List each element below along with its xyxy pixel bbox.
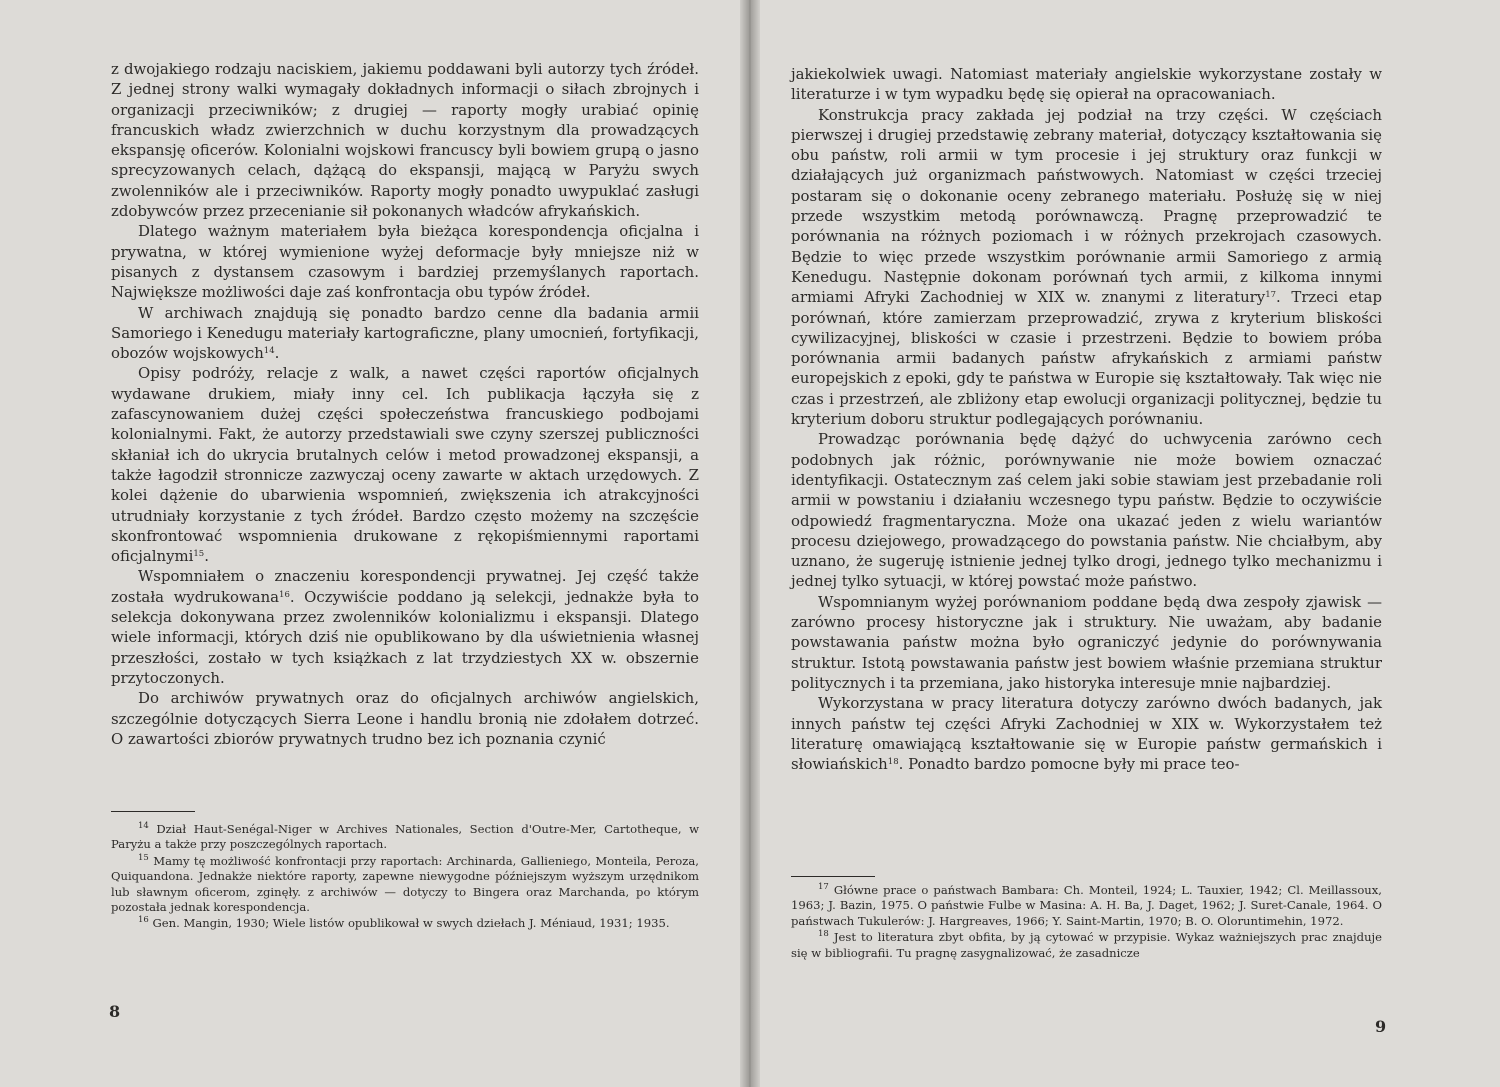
footnote-text: Główne prace o państwach Bambara: Ch. Monteil, 1924; L. Tauxier, 1942; Cl. Meillassoux, 1963; J. Bazin, 1975. O państwie Fulbe w Masina: A. H. Ba, J. Daget, 1962; J. Suret-Canale, 1964. O państwach Tukulerów: J. Hargreaves, 1966; Y. Saint-Martin, 1970; B. O. Oloruntimehin, 1972. — [791, 883, 1382, 928]
footnote — [791, 930, 1382, 961]
footnote-number: 16 — [138, 915, 149, 926]
paragraph-text: Wykorzystana w pracy literatura dotyczy zarówno dwóch badanych, jak innych państw tej części Afryki Zachodniej w XIX w. Wykorzystałem też literaturę omawiającą kształtowanie się w Europie państw germańskich i słowiańskich — [791, 694, 1382, 774]
left-footnotes — [111, 822, 699, 933]
paragraph-text: W archiwach znajdują się ponadto bardzo cenne dla badania armii Samoriego i Kenedugu materiały kartograficzne, plany umocnień, fortyfikacji, obozów wojskowych — [111, 303, 699, 363]
paragraph — [111, 303, 699, 364]
paragraph: Dlatego ważnym materiałem była bieżąca korespondencja oficjalna i prywatna, w której wymienione wyżej deformacje były mniejsze niż w pisanych z dystansem czasowym i bardziej przemyślanych raportach. Największe możliwości daje zaś konfrontacja obu typów źródeł. — [111, 222, 699, 302]
paragraph-text: Opisy podróży, relacje z walk, a nawet części raportów oficjalnych wydawane drukiem, miały inny cel. Ich publikacja łączyła się z zafascynowaniem dużej części społeczeństwa francuskiego podbojami kolonialnymi. Fakt, że autorzy przedstawiali swe czyny szerszej publiczności skłaniał ich do ukrycia brutalnych celów i metod prowadzonej ekspansji, a także łagodził stronnicze zazwyczaj oceny zawarte w aktach urzędowych. Z kolei dążenie do ubarwienia wspomnień, zwiększenia ich atrakcyjności utrudniały korzystanie z tych źródeł. Bardzo często możemy na szczęście skonfrontować wspomnienia drukowane z rękopiśmiennymi raportami oficjalnymi — [111, 364, 699, 566]
footnote-number: 18 — [818, 929, 829, 940]
paragraph: Do archiwów prywatnych oraz do oficjalnych archiwów angielskich, szczególnie dotyczących Sierra Leone i handlu bronią nie zdołałem dotrzeć. O zawartości zbiorów prywatnych trudno bez ich poznania czynić — [111, 689, 699, 748]
paragraph — [111, 363, 699, 566]
footnote — [791, 883, 1382, 929]
footnote-text: Dział Haut-Senégal-Niger w Archives Nationales, Section d'Outre-Mer, Cartotheque, w Paryżu a także przy poszczególnych raportach. — [111, 822, 699, 852]
right-body-text — [791, 64, 1382, 774]
paragraph: jakiekolwiek uwagi. Natomiast materiały angielskie wykorzystane zostały w literaturze i w tym wypadku będę się opierał na opracowaniach. — [791, 65, 1382, 104]
paragraph: Prowadząc porównania będę dążyć do uchwycenia zarówno cech podobnych jak różnic, porównywanie nie może bowiem oznaczać identyfikacji. Ostatecznym zaś celem jaki sobie stawiam jest przebadanie roli armii w powstaniu i działaniu wczesnego typu państw. Będzie to oczywiście odpowiedź fragmentaryczna. Może ona ukazać jeden z wielu wariantów procesu dziejowego, prowadzącego do powstania państw. Nie chciałbym, aby uznano, że sugeruję istnienie jednej tylko drogi, jednego tylko mechanizmu i jednej tylko sytuacji, w której powstać może państwo. — [791, 430, 1382, 591]
footnote-number: 14 — [138, 821, 149, 831]
paragraph-text: . Ponadto bardzo pomocne były mi prace teo- — [898, 755, 1240, 774]
paragraph-text: Konstrukcja pracy zakłada jej podział na trzy części. W częściach pierwszej i drugiej przedstawię zebrany materiał, dotyczący kształtowania się obu państw, roli armii w tym procesie i jej struktury oraz funkcji w działających już organizmach państwowych. Natomiast w części trzeciej postaram się o dokonanie oceny zebranego materiału. Posłużę się w niej przede wszystkim metodą porównawczą. Pragnę przeprowadzić te porównania na różnych poziomach i w różnych przekrojach czasowych. Będzie to więc przede wszystkim porównanie armii Samoriego z armią Kenedugu. Następnie dokonam porównań tych armii, z kilkoma innymi armiami Afryki Zachodniej w XIX w. znanymi z literatury — [791, 105, 1382, 307]
footnote-number: 17 — [818, 882, 829, 892]
paragraph-text: . Trzeci etap porównań, które zamierzam przeprowadzić, zrywa z kryterium bliskości cywilizacyjnej, bliskości w czasie i przestrzeni. Będzie to bowiem próba porównania armii badanych państw afrykańskich z armiami państw europejskich z epoki, gdy te państwa w Europie się kształtowały. Tak więc nie czas i przestrzeń, ale zbliżony etap ewolucji organizacji politycznej, będzie tu kryterium doboru struktur podlegających porównaniu. — [791, 288, 1382, 429]
right-footnotes — [791, 883, 1382, 962]
paragraph-text: . — [204, 547, 209, 566]
paragraph: Wspomnianym wyżej porównaniom poddane będą dwa zespoły zjawisk — zarówno procesy historyczne jak i struktury. Nie uważam, aby badanie powstawania państw można było ograniczyć jedynie do porównywania struktur. Istotą powstawania państw jest bowiem właśnie przemiana struktur politycznych i ta przemiana, jako historyka interesuje mnie najbardziej. — [791, 592, 1382, 692]
footnote-text: Jest to literatura zbyt obfita, by ją cytować w przypisie. Wykaz ważniejszych prac znajduje się w bibliografii. Tu pragnę zasygnalizować, że zasadnicze — [791, 930, 1382, 960]
footnote — [111, 854, 699, 916]
footnote-separator — [111, 811, 195, 812]
footnote-ref: 15 — [193, 549, 205, 560]
footnote-ref: 16 — [279, 589, 290, 600]
paragraph-text: . — [274, 344, 280, 363]
footnote-number: 15 — [138, 852, 149, 863]
paragraph-text: . Oczywiście poddano ją selekcji, jednakże była to selekcja dokonywana przez zwolenników kolonializmu i ekspansji. Dlatego wiele informacji, których dziś nie opublikowano by dla uświetnienia własnej przeszłości, zostało w tych książkach z lat trzydziestych XX w. obszernie przytoczonych. — [111, 587, 699, 687]
paragraph — [791, 693, 1382, 774]
paragraph — [111, 566, 699, 688]
footnote-ref: 18 — [887, 757, 899, 768]
footnote-ref: 17 — [1265, 290, 1277, 301]
left-page — [0, 0, 748, 1087]
paragraph — [791, 105, 1382, 430]
paragraph: z dwojakiego rodzaju naciskiem, jakiemu poddawani byli autorzy tych źródeł. Z jednej strony walki wymagały dokładnych informacji o siłach zbrojnych i organizacji przeciwników; z drugiej — raporty mogły urabiać opinię francuskich władz zwierzchnich w duchu korzystnym dla prowadzących ekspansję oficerów. Kolonialni wojskowi francuscy byli bowiem grupą o jasno sprecyzowanych celach, dążącą do ekspansji, mającą w Paryżu swych zwolenników ale i przeciwników. Raporty mogły ponadto uwypuklać zasługi zdobywców przez przecenianie sił pokonanych władców afrykańskich. — [111, 60, 699, 221]
page-number: 9 — [1375, 1017, 1387, 1036]
footnote-text: Mamy tę możliwość konfrontacji przy raportach: Archinarda, Gallieniego, Monteila, Peroza, Quiquandona. Jednakże niektóre raporty, zapewne niewygodne późniejszym wyższym urzędnikom lub sławnym oficerom, zginęły. z archiwów — dotyczy to Bingera oraz Marchanda, po którym pozostała jednak korespondencja. — [111, 853, 699, 915]
book-gutter — [740, 0, 760, 1087]
footnote — [111, 916, 699, 931]
footnote-separator — [791, 876, 875, 877]
footnote-text: Gen. Mangin, 1930; Wiele listów opublikował w swych dziełach J. Méniaud, 1931; 1935. — [152, 916, 670, 931]
footnote-ref: 14 — [263, 346, 275, 357]
footnote — [111, 822, 699, 853]
paragraph-text: Wspomniałem o znaczeniu korespondencji prywatnej. Jej część także została wydrukowana — [111, 567, 699, 606]
page-number: 8 — [109, 1002, 121, 1021]
left-body-text — [111, 59, 699, 749]
